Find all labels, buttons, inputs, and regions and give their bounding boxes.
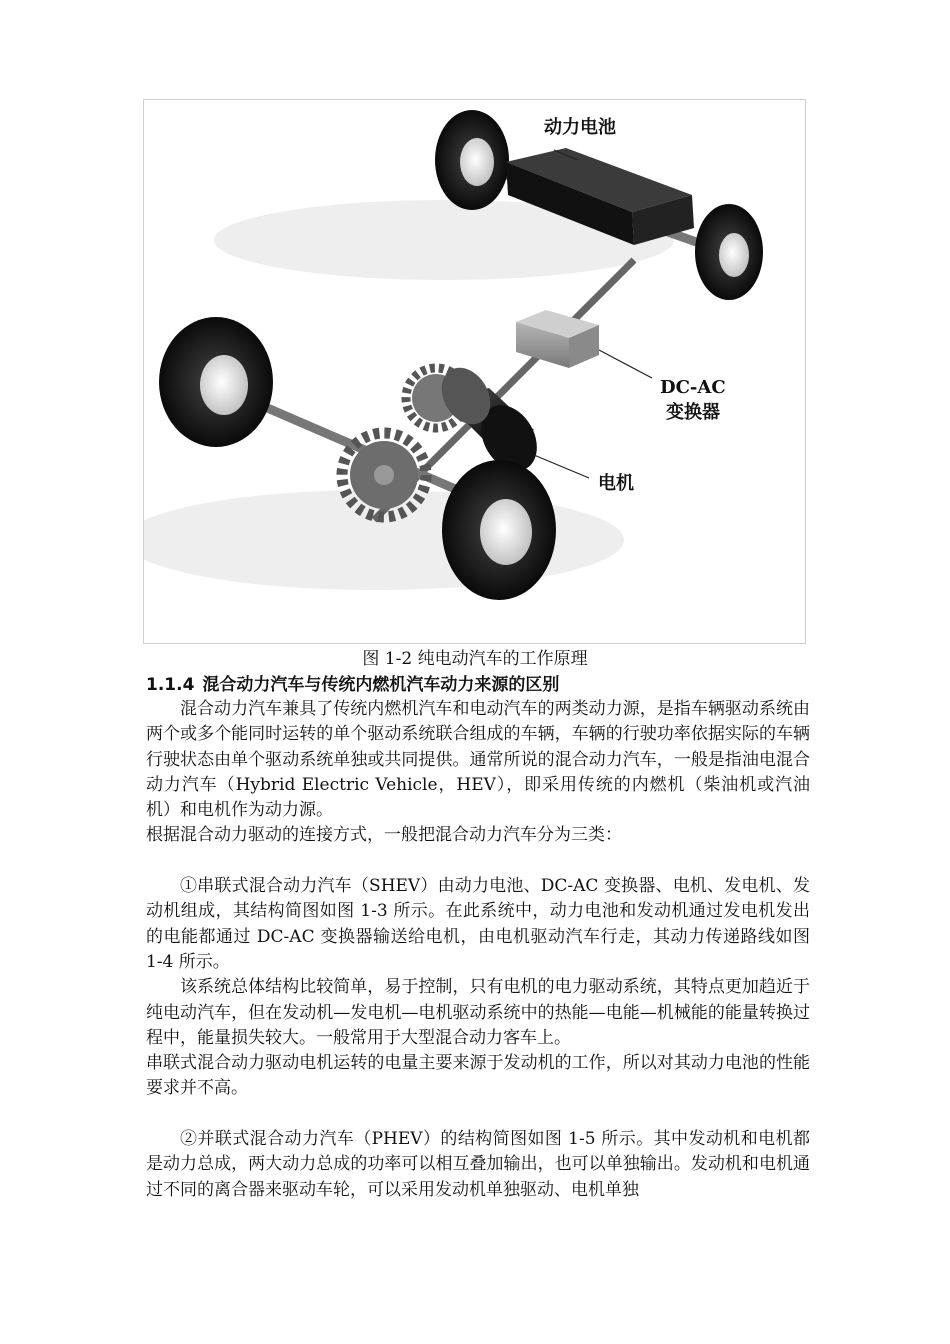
paragraph: ①串联式混合动力汽车（SHEV）由动力电池、DC-AC 变换器、电机、发电机、发动机组成，其结构简图如图 1-3 所示。在此系统中，动力电池和发动机通过发电机发出的电能都通过 DC-AC 变换器输送给电机，由电机驱动汽车行走，其动力传递路线如图 1-4 所示。 (146, 876, 810, 972)
wheel-rear-left (435, 110, 509, 210)
label-battery: 动力电池 (544, 117, 616, 138)
section-number: 1.1.4 (146, 675, 195, 695)
paragraph: 混合动力汽车兼具了传统内燃机汽车和电动汽车的两类动力源，是指车辆驱动系统由两个或多个能同时运转的单个驱动系统联合组成的车辆，车辆的行驶功率依据实际的车辆行驶状态由单个驱动系统单独或共同提供。通常所说的混合动力汽车，一般是指油电混合动力汽车（Hybrid Electric Vehicle，HEV），即采用传统的内燃机（柴油机或汽油机）和电机作为动力源。 (146, 699, 810, 821)
leader-motor (534, 455, 589, 478)
paragraph: 该系统总体结构比较简单，易于控制，只有电机的电力驱动系统，其特点更加趋近于纯电动汽车，但在发动机—发电机—电机驱动系统中的热能—电能—机械能的能量转换过程中，能量损失较大。一般常用于大型混合动力客车上。 (146, 977, 810, 1048)
paragraph: 串联式混合动力驱动电机运转的电量主要来源于发动机的工作，所以对其动力电池的性能要求并不高。 (146, 1053, 810, 1099)
paragraph (146, 1102, 810, 1127)
figure-caption: 图 1-2 纯电动汽车的工作原理 (362, 649, 588, 669)
label-motor: 电机 (598, 473, 634, 494)
figure-ev-principle (143, 99, 806, 644)
label-converter-line2: 变换器 (666, 402, 720, 423)
wheel-front-left (159, 317, 273, 447)
paragraph (146, 849, 810, 874)
label-converter-line1: DC-AC (660, 377, 726, 398)
body-text (146, 697, 810, 1203)
section-title: 混合动力汽车与传统内燃机汽车动力来源的区别 (202, 675, 560, 695)
leader-converter (599, 350, 652, 378)
wheel-rear-right (695, 204, 763, 300)
section-heading (146, 673, 559, 697)
paragraph: 根据混合动力驱动的连接方式，一般把混合动力汽车分为三类： (146, 825, 622, 846)
dc-ac-converter (516, 310, 599, 368)
paragraph: ②并联式混合动力汽车（PHEV）的结构简图如图 1-5 所示。其中发动机和电机都是动力总成，两大动力总成的功率可以相互叠加输出，也可以单独输出。发动机和电机通过不同的离合器来驱动车轮，可以采用发动机单独驱动、电机单独 (146, 1129, 810, 1200)
wheel-front-right (442, 460, 556, 600)
ev-drivetrain-illustration (144, 100, 807, 645)
